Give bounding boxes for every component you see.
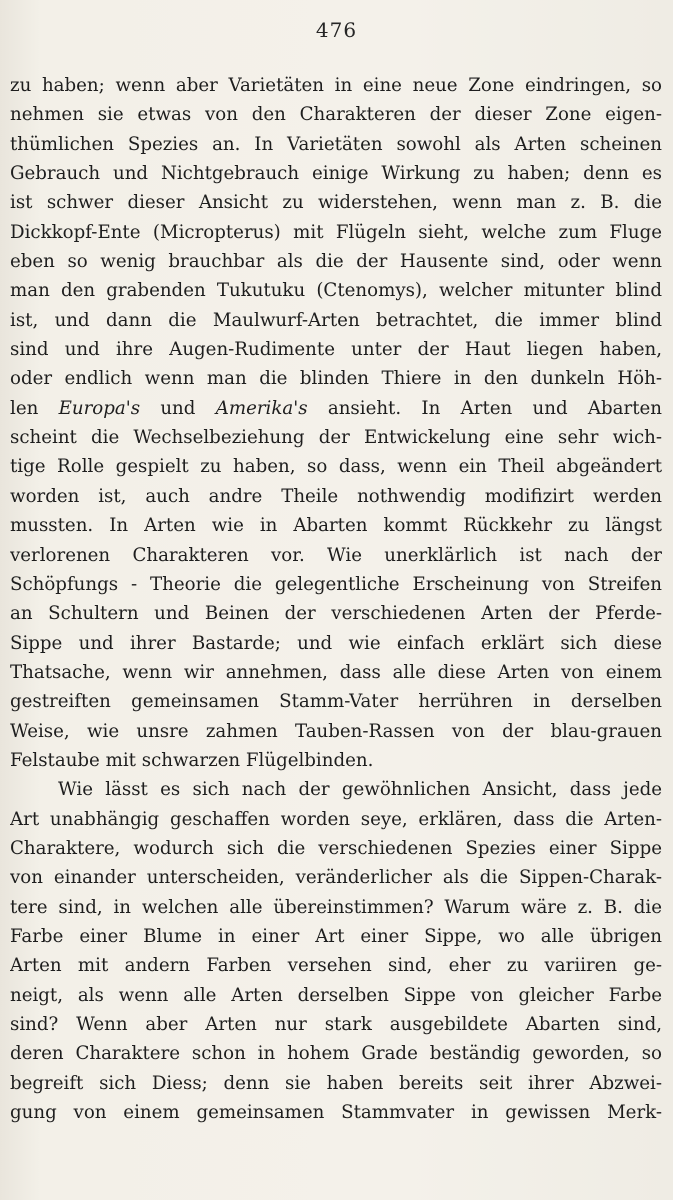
text-line: zu haben; wenn aber Varietäten in eine neue Zone eindringen, so <box>10 75 662 96</box>
body-text <box>10 71 662 1127</box>
text-line: begreift sich Diess; denn sie haben bereits seit ihrer Abzwei- <box>10 1072 662 1094</box>
emphasized-place-name: Europa's <box>58 397 141 419</box>
text-line: Farbe einer Blume in einer Art einer Sippe, wo alle übrigen <box>10 925 662 947</box>
text-line: scheint die Wechselbeziehung der Entwickelung eine sehr wich- <box>10 427 662 449</box>
text-line: sind und ihre Augen-Rudimente unter der Haut liegen haben, <box>10 339 662 361</box>
text-line: gestreiften gemeinsamen Stamm-Vater herrühren in derselben <box>10 691 662 713</box>
text-line: Art unabhängig geschaffen worden seye, erklären, dass die Arten- <box>10 808 662 830</box>
text-line: deren Charaktere schon in hohem Grade beständig geworden, so <box>10 1043 662 1065</box>
text-line: Arten mit andern Farben versehen sind, eher zu variiren ge- <box>10 955 662 977</box>
text-line: Schöpfungs - Theorie die gelegentliche Erscheinung von Streifen <box>10 573 662 595</box>
text-line: tige Rolle gespielt zu haben, so dass, wenn ein Theil abgeändert <box>10 456 662 478</box>
emphasized-place-name: Amerika's <box>215 397 308 419</box>
text-line: Weise, wie unsre zahmen Tauben-Rassen von der blau-grauen <box>10 720 662 742</box>
text-line: Charaktere, wodurch sich die verschiedenen Spezies einer Sippe <box>10 837 662 859</box>
text-line: an Schultern und Beinen der verschiedenen Arten der Pferde- <box>10 603 662 625</box>
text-segment: ansieht. In Arten und Abarten <box>307 397 662 419</box>
text-line: thümlichen Spezies an. In Varietäten sowohl als Arten scheinen <box>10 133 662 155</box>
text-line: Gebrauch und Nichtgebrauch einige Wirkung zu haben; denn es <box>10 163 662 185</box>
text-segment: und <box>140 397 216 419</box>
text-line: Thatsache, wenn wir annehmen, dass alle diese Arten von einem <box>10 661 662 683</box>
text-line: gung von einem gemeinsamen Stammvater in gewissen Merk- <box>10 1102 662 1124</box>
text-line: tere sind, in welchen alle übereinstimmen? Warum wäre z. B. die <box>10 896 662 918</box>
text-line-with-emphasis <box>10 394 662 423</box>
text-line: ist, und dann die Maulwurf-Arten betrachtet, die immer blind <box>10 309 662 331</box>
paragraph-end-line: Felstaube mit schwarzen Flügelbinden. <box>10 749 374 771</box>
text-line: Dickkopf-Ente (Micropterus) mit Flügeln sieht, welche zum Fluge <box>10 221 662 243</box>
text-line: verlorenen Charakteren vor. Wie unerklärlich ist nach der <box>10 544 662 566</box>
text-line: eben so wenig brauchbar als die der Hausente sind, oder wenn <box>10 251 662 273</box>
text-line: neigt, als wenn alle Arten derselben Sippe von gleicher Farbe <box>10 984 662 1006</box>
text-line: nehmen sie etwas von den Charakteren der dieser Zone eigen- <box>10 104 662 126</box>
page-number: 476 <box>315 18 358 42</box>
text-segment: len <box>10 397 59 419</box>
text-line: oder endlich wenn man die blinden Thiere in den dunkeln Höh- <box>10 368 662 390</box>
text-line: ist schwer dieser Ansicht zu widerstehen, wenn man z. B. die <box>10 192 662 214</box>
paragraph-start-line: Wie lässt es sich nach der gewöhnlichen Ansicht, dass jede <box>58 779 662 801</box>
text-line: worden ist, auch andre Theile nothwendig modifizirt werden <box>10 485 662 507</box>
text-line: von einander unterscheiden, veränderlicher als die Sippen-Charak- <box>10 867 662 889</box>
text-line: Sippe und ihrer Bastarde; und wie einfach erklärt sich diese <box>10 632 662 654</box>
text-line: man den grabenden Tukutuku (Ctenomys), welcher mitunter blind <box>10 280 662 302</box>
text-line: mussten. In Arten wie in Abarten kommt Rückkehr zu längst <box>10 515 662 537</box>
text-line: sind? Wenn aber Arten nur stark ausgebildete Abarten sind, <box>10 1014 662 1035</box>
